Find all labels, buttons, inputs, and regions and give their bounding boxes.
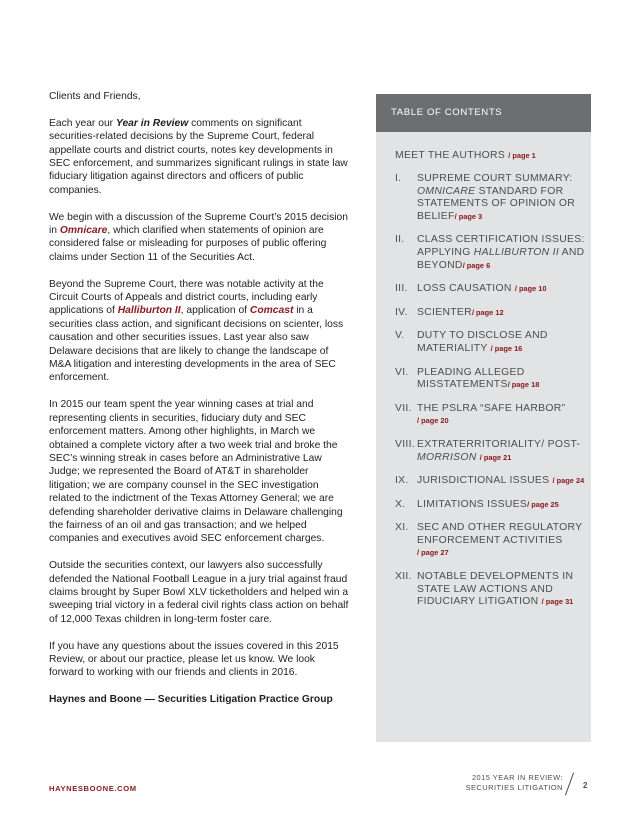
toc-header: TABLE OF CONTENTS — [376, 94, 591, 132]
text-run: , which clarified when statements of opinion are considered false or misleading for purposes of public offering claims under Section 11 of the Securities Act. — [49, 225, 327, 263]
toc-item-number: VII. — [395, 402, 412, 414]
toc-title-run: OMNICARE — [417, 185, 476, 197]
toc-title-run: LIMITATIONS ISSUES — [417, 498, 528, 510]
toc-item-page: / page 21 — [479, 452, 512, 462]
toc-item-number: XII. — [395, 571, 412, 583]
toc-title-run: EXTRATERRITORIALITY/ POST- — [417, 438, 581, 450]
toc-item-title — [417, 403, 585, 428]
toc-item-title — [417, 234, 585, 272]
toc-item-title — [417, 307, 585, 320]
emphasis-title: Year in Review — [115, 117, 189, 129]
text-run: in a securities class action, and significant decisions on scienter, loss causation and other securities issues. Last year also saw Delaware decisions that are likely to change the landscape of M&A litigation and interesting developments in the area of SEC enforcement. — [49, 305, 344, 384]
toc-title-run: CLASS CERTIFICATION ISSUES: APPLYING — [417, 234, 585, 258]
toc-item-number: I. — [395, 173, 402, 184]
toc-item-title — [417, 439, 585, 464]
toc-item-meet-the-authors[interactable] — [395, 150, 585, 161]
toc-item-page: / page 6 — [462, 260, 491, 270]
toc-item-page: / page 12 — [471, 307, 504, 317]
toc-item-number: II. — [395, 234, 405, 246]
toc-title-run: AND BEYOND — [417, 246, 585, 271]
toc-item-page: / page 18 — [507, 380, 540, 390]
toc-item-page: / page 10 — [514, 284, 547, 294]
toc-item-number: IV. — [395, 306, 408, 318]
toc-list — [395, 150, 585, 620]
toc-item-number: X. — [395, 498, 406, 510]
toc-item-title — [417, 475, 585, 488]
footer-title-line2: SECURITIES LITIGATION — [465, 783, 563, 792]
toc-item-title — [417, 571, 585, 609]
toc-item[interactable] — [395, 439, 585, 464]
footer-title-line1: 2015 YEAR IN REVIEW: — [471, 773, 563, 782]
page-number: 2 — [583, 781, 588, 790]
case-name: Comcast — [249, 305, 294, 317]
toc-title-run: NOTABLE DEVELOPMENTS IN STATE LAW ACTIONS AND FIDUCIARY LITIGATION — [417, 571, 574, 608]
footer-title — [466, 773, 563, 793]
text-run: Each year our — [49, 117, 116, 129]
toc-title-run: STANDARD FOR STATEMENTS OF OPINION OR BELIEF — [417, 185, 576, 222]
paragraph-outside-securities: Outside the securities context, our lawyers also successfully defended the National Football League in a jury trial against fraud claims brought by Super Bowl XLV ticketholders and helped win a sweeping trial victory in a federal civil rights class action on behalf of 12,000 Texas children in long-term foster care. — [49, 560, 349, 625]
toc-item-page: / page 31 — [541, 597, 574, 607]
toc-item-page: / page 24 — [552, 476, 585, 486]
toc-item[interactable] — [395, 403, 585, 428]
toc-item[interactable] — [395, 330, 585, 355]
signoff: Haynes and Boone — Securities Litigation Practice Group — [49, 694, 333, 706]
toc-item[interactable] — [395, 173, 585, 223]
toc-item-page: / page 16 — [490, 343, 523, 353]
toc-item-number: III. — [395, 283, 408, 295]
toc-item-number: IX. — [395, 475, 409, 487]
toc-item-number: VI. — [395, 366, 409, 378]
toc-items — [395, 173, 585, 609]
toc-item-page: / page 3 — [454, 211, 483, 221]
toc-title-run: SUPREME COURT SUMMARY: — [417, 173, 573, 184]
toc-item[interactable] — [395, 522, 585, 560]
toc-item[interactable] — [395, 475, 585, 488]
toc-item[interactable] — [395, 499, 585, 512]
toc-title-run: PLEADING ALLEGED MISSTATEMENTS — [417, 366, 525, 391]
toc-title-run: MORRISON — [417, 451, 477, 463]
case-name: Omnicare — [59, 225, 108, 237]
paragraph-circuit-courts — [49, 278, 351, 385]
toc-title-run: SEC AND OTHER REGULATORY ENFORCEMENT ACTIVITIES — [417, 522, 583, 546]
table-of-contents — [376, 94, 591, 742]
paragraph-intro — [49, 117, 351, 197]
toc-item[interactable] — [395, 234, 585, 272]
toc-item-number: VIII. — [395, 438, 415, 450]
toc-item[interactable] — [395, 307, 585, 320]
paragraph-team-highlights: In 2015 our team spent the year winning cases at trial and representing clients in securities, fiduciary duty and SEC enforcement matters. Among other highlights, in March we obtained a complete victory after a two week trial and broke the SEC’s winning streak in cases before an Administrative Law Judge; we represented the Board of AT&T in shareholder litigation; we are company counsel in the SEC investigation related to the indictment of the Texas Attorney General; we are defending shareholder derivative claims in Delaware challenging the fairness of an oil and gas transaction; and we helped companies and executives avoid SEC enforcement charges. — [49, 399, 343, 545]
toc-item-page: / page 27 — [417, 548, 449, 558]
toc-item-page: / page 25 — [527, 499, 559, 509]
footer-website[interactable]: HAYNESBOONE.COM — [49, 784, 137, 793]
toc-title-run: JURISDICTIONAL ISSUES — [417, 475, 553, 487]
toc-item-page: / page 20 — [417, 416, 449, 426]
case-name: Halliburton II — [117, 305, 181, 317]
toc-title-run: THE PSLRA “SAFE HARBOR” — [417, 402, 566, 414]
toc-title-run: DUTY TO DISCLOSE AND MATERIALITY — [417, 330, 548, 354]
toc-item-title — [417, 499, 585, 512]
paragraph-questions: If you have any questions about the issues covered in this 2015 Review, or about our practice, please let us know. We look forward to working with our friends and clients in 2016. — [49, 640, 339, 679]
toc-item[interactable] — [395, 283, 585, 296]
toc-title-run: HALLIBURTON II — [473, 246, 560, 258]
toc-item[interactable] — [395, 367, 585, 392]
toc-item-title — [417, 367, 585, 392]
toc-item-title — [417, 283, 585, 296]
toc-item-number: XI. — [395, 522, 409, 534]
greeting: Clients and Friends, — [49, 91, 141, 102]
footer-divider — [565, 773, 574, 796]
toc-item-number: V. — [395, 330, 405, 342]
text-run: Beyond the Supreme Court, there was notable activity at the Circuit Courts of Appeals and district courts, including early applications of — [49, 278, 324, 317]
toc-item[interactable] — [395, 571, 585, 609]
toc-item-title — [417, 173, 585, 223]
text-run: We begin with a discussion of the Supreme Court’s 2015 decision in — [49, 211, 348, 237]
paragraph-omnicare — [49, 211, 351, 265]
toc-title-run: LOSS CAUSATION — [417, 283, 515, 295]
text-run: , application of — [180, 305, 250, 317]
toc-meet-page: / page 1 — [508, 151, 536, 160]
toc-title-run: SCIENTER — [417, 306, 472, 318]
text-run: comments on significant securities-related decisions by the Supreme Court, federal appellate courts and district courts, notes key developments in SEC enforcement, and summarizes significant rulings in state law fiduciary litigation against directors and officers of public companies. — [49, 117, 348, 196]
toc-item-title — [417, 522, 585, 560]
letter-body — [49, 90, 351, 720]
toc-item-title — [417, 330, 585, 355]
toc-meet-label: MEET THE AUTHORS — [395, 150, 506, 161]
